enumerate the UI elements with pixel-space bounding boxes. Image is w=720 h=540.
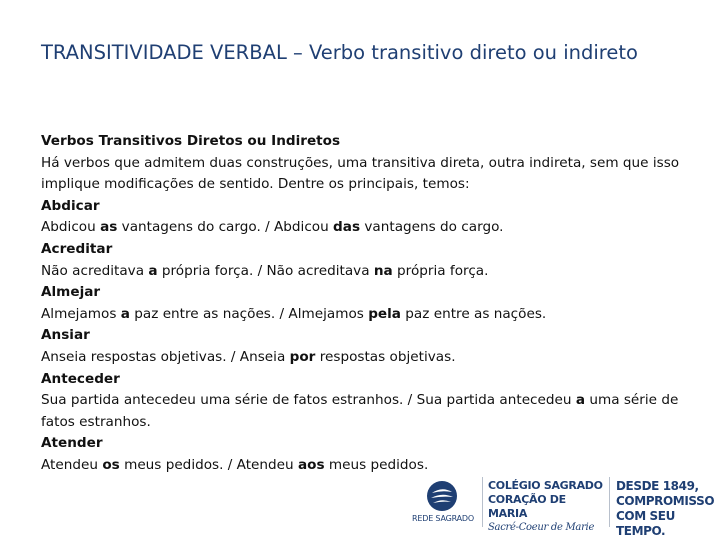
network-label: REDE SAGRADO bbox=[412, 514, 474, 523]
verb-name: Acreditar bbox=[41, 240, 113, 257]
example-text: paz entre as nações. / Almejamos bbox=[129, 305, 369, 322]
verb-name: Almejar bbox=[41, 284, 101, 301]
verb-example bbox=[41, 347, 681, 369]
school-name-line1: COLÉGIO SAGRADO bbox=[488, 479, 603, 492]
footer-logo bbox=[412, 474, 715, 538]
example-text: Anseia respostas objetivas. / Anseia bbox=[41, 348, 290, 365]
preposition-highlight: pela bbox=[368, 305, 401, 322]
preposition-highlight: aos bbox=[297, 456, 325, 473]
verb-example bbox=[41, 261, 681, 283]
slide-title: TRANSITIVIDADE VERBAL – Verbo transitivo direto ou indireto bbox=[41, 41, 638, 64]
verb-example bbox=[41, 217, 681, 239]
school-motto bbox=[616, 479, 716, 539]
motto-line1: DESDE 1849, bbox=[616, 479, 699, 493]
verb-name: Abdicar bbox=[41, 197, 100, 214]
preposition-highlight: a bbox=[148, 262, 158, 279]
verb-name: Atender bbox=[41, 435, 103, 452]
example-text: própria força. bbox=[392, 262, 489, 279]
example-text: respostas objetivas. bbox=[315, 348, 456, 365]
example-text: vantagens do cargo. / Abdicou bbox=[117, 219, 334, 236]
example-text: Abdicou bbox=[41, 219, 101, 236]
footer-divider bbox=[482, 477, 483, 527]
preposition-highlight: as bbox=[100, 219, 118, 236]
preposition-highlight: por bbox=[289, 348, 316, 365]
preposition-highlight: na bbox=[373, 262, 393, 279]
school-name bbox=[488, 479, 608, 535]
example-text: Não acreditava bbox=[41, 262, 149, 279]
verb-name: Ansiar bbox=[41, 327, 90, 344]
example-text: Atendeu bbox=[41, 456, 103, 473]
intro-heading: Verbos Transitivos Diretos ou Indiretos bbox=[41, 133, 341, 149]
footer-divider bbox=[609, 477, 610, 527]
motto-line2: COMPROMISSO bbox=[616, 494, 715, 508]
preposition-highlight: das bbox=[333, 219, 361, 236]
example-text: Sua partida antecedeu uma série de fatos estranhos. / Sua partida antecedeu bbox=[41, 392, 576, 409]
example-text: Almejamos bbox=[41, 305, 121, 322]
school-name-subtitle: Sacré-Coeur de Marie bbox=[488, 522, 595, 533]
example-text: uma série de fatos estranhos. bbox=[41, 392, 679, 430]
slide-body bbox=[41, 131, 681, 477]
rede-sagrado-logo-icon bbox=[426, 480, 458, 512]
verb-example bbox=[41, 304, 681, 326]
example-text: meus pedidos. bbox=[324, 456, 429, 473]
verb-name: Anteceder bbox=[41, 370, 120, 387]
example-text: meus pedidos. / Atendeu bbox=[119, 456, 298, 473]
example-text: vantagens do cargo. bbox=[360, 219, 504, 236]
intro-text: Há verbos que admitem duas construções, uma transitiva direta, outra indireta, sem que isso implique modificações de sentido. Dentre os principais, temos: bbox=[41, 154, 680, 193]
example-text: própria força. / Não acreditava bbox=[157, 262, 374, 279]
motto-line3: COM SEU TEMPO. bbox=[616, 509, 675, 538]
preposition-highlight: a bbox=[120, 305, 130, 322]
preposition-highlight: os bbox=[102, 456, 120, 473]
verb-example bbox=[41, 390, 681, 433]
example-text: paz entre as nações. bbox=[400, 305, 547, 322]
verb-list bbox=[41, 196, 681, 477]
preposition-highlight: a bbox=[575, 392, 586, 409]
school-name-line2: CORAÇÃO DE MARIA bbox=[488, 493, 566, 520]
